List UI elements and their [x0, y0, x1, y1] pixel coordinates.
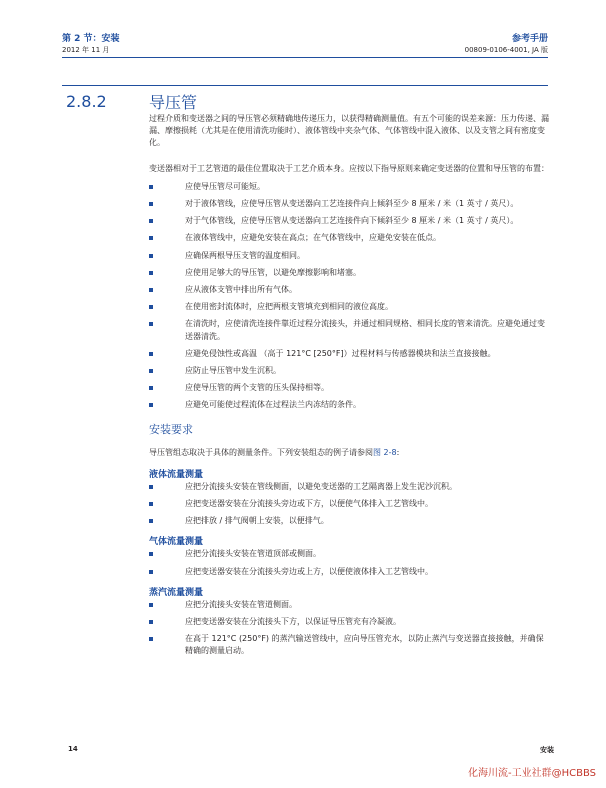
bullet-icon [149, 637, 153, 641]
steam-item: 应把变送器安装在分流接头下方，以保证导压管充有冷凝液。 [149, 616, 549, 628]
bullet-icon [149, 219, 153, 223]
bullet-icon [149, 552, 153, 556]
bullet-icon [149, 603, 153, 607]
steam-item: 在高于 121°C (250°F) 的蒸汽输送管线中，应向导压管充水，以防止蒸汽与变送器直接接触，并确保精确的测量启动。 [149, 633, 549, 657]
bullet-icon [149, 502, 153, 506]
guideline-item: 应使导压管尽可能短。 [149, 181, 549, 193]
guideline-list [149, 181, 549, 412]
bullet-icon [149, 570, 153, 574]
intro-paragraph-2: 变送器相对于工艺管道的最佳位置取决于工艺介质本身。应按以下指导原则来确定变送器的位置和导压管的布置： [149, 163, 549, 173]
bullet-icon [149, 202, 153, 206]
bullet-icon [149, 485, 153, 489]
guideline-item: 在清洗时，应使清洗连接件靠近过程分流接头，并通过相同规格、相同长度的管来清洗。应避免通过变送器清洗。 [149, 318, 549, 342]
header-date: 2012 年 11 月 [62, 46, 110, 54]
bullet-icon [149, 352, 153, 356]
header-manual-type: 参考手册 [511, 34, 548, 44]
bullet-icon [149, 236, 153, 240]
section-body [149, 113, 549, 658]
bullet-icon [149, 386, 153, 390]
steam-item: 应把分流接头安装在管道侧面。 [149, 599, 549, 611]
bullet-icon [149, 322, 153, 326]
bullet-icon [149, 185, 153, 189]
header-doc-number: 00809-0106-4001, JA 版 [464, 46, 548, 54]
liquid-item: 应把变送器安装在分流接头旁边或下方，以便使气体排入工艺管线中。 [149, 498, 549, 510]
gas-item: 应把变送器安装在分流接头旁边或上方，以便使液体排入工艺管线中。 [149, 566, 549, 578]
figure-link[interactable]: 图 2-8 [373, 447, 397, 457]
guideline-item: 对于液体管线，应使导压管从变送器向工艺连接件向上倾斜至少 8 厘米 / 米（1 英寸 / 英尺）。 [149, 198, 549, 210]
steam-heading: 蒸汽流量测量 [149, 587, 204, 598]
guideline-item: 在使用密封流体时，应把两根支管填充到相同的液位高度。 [149, 301, 549, 313]
header-section-label: 第 2 节：安装 [62, 34, 120, 44]
guideline-item: 应防止导压管中发生沉积。 [149, 365, 549, 377]
intro-paragraph-1: 过程介质和变送器之间的导压管必须精确地传递压力，以获得精确测量值。有五个可能的误差来源：压力传递、漏漏、摩擦损耗（尤其是在使用清洗功能时）、液体管线中夹杂气体、气体管线中混入液体、以及支管之间有密度变化。 [149, 114, 549, 148]
bullet-icon [149, 620, 153, 624]
gas-list [149, 548, 549, 577]
bullet-icon [149, 288, 153, 292]
install-intro: 导压管组态取决于具体的测量条件。下列安装组态的例子请参阅图 2-8: [149, 447, 400, 457]
liquid-item: 应把分流接头安装在管线侧面，以避免变送器的工艺隔离器上发生泥沙沉积。 [149, 481, 549, 493]
bullet-icon [149, 271, 153, 275]
bullet-icon [149, 254, 153, 258]
liquid-heading: 液体流量测量 [149, 469, 204, 480]
guideline-item: 应使导压管的两个支管的压头保持相等。 [149, 382, 549, 394]
guideline-item: 应避免侵蚀性或高温 （高于 121°C [250°F]）过程材料与传感器模块和法兰直接接触。 [149, 348, 549, 360]
guideline-item: 应避免可能使过程流体在过程法兰内冻结的条件。 [149, 399, 549, 411]
bullet-icon [149, 369, 153, 373]
gas-heading: 气体流量测量 [149, 537, 204, 548]
footer-page-number: 14 [68, 745, 78, 753]
bullet-icon [149, 519, 153, 523]
bullet-icon [149, 305, 153, 309]
gas-item: 应把分流接头安装在管道顶部或侧面。 [149, 548, 549, 560]
guideline-item: 对于气体管线，应使导压管从变送器向工艺连接件向下倾斜至少 8 厘米 / 米（1 英寸 / 英尺）。 [149, 215, 549, 227]
section-rule [62, 85, 548, 86]
liquid-list [149, 481, 549, 528]
section-title: 导压管 [149, 93, 198, 112]
guideline-item: 应确保两根导压支管的温度相同。 [149, 250, 549, 262]
header-right [465, 34, 548, 55]
header-rule [62, 57, 548, 58]
watermark: 化海川流-工业社群@HCBBS [467, 768, 596, 779]
header-left [62, 34, 120, 55]
guideline-item: 应从液体支管中排出所有气体。 [149, 284, 549, 296]
section-number: 2.8.2 [66, 92, 107, 111]
guideline-item: 应使用足够大的导压管，以避免摩擦影响和堵塞。 [149, 267, 549, 279]
bullet-icon [149, 403, 153, 407]
footer-section: 安装 [540, 746, 554, 754]
liquid-item: 应把排放 / 排气阀朝上安装，以便排气。 [149, 515, 549, 527]
steam-list [149, 599, 549, 658]
install-heading: 安装要求 [149, 422, 193, 436]
guideline-item: 在液体管线中，应避免安装在高点；在气体管线中，应避免安装在低点。 [149, 232, 549, 244]
